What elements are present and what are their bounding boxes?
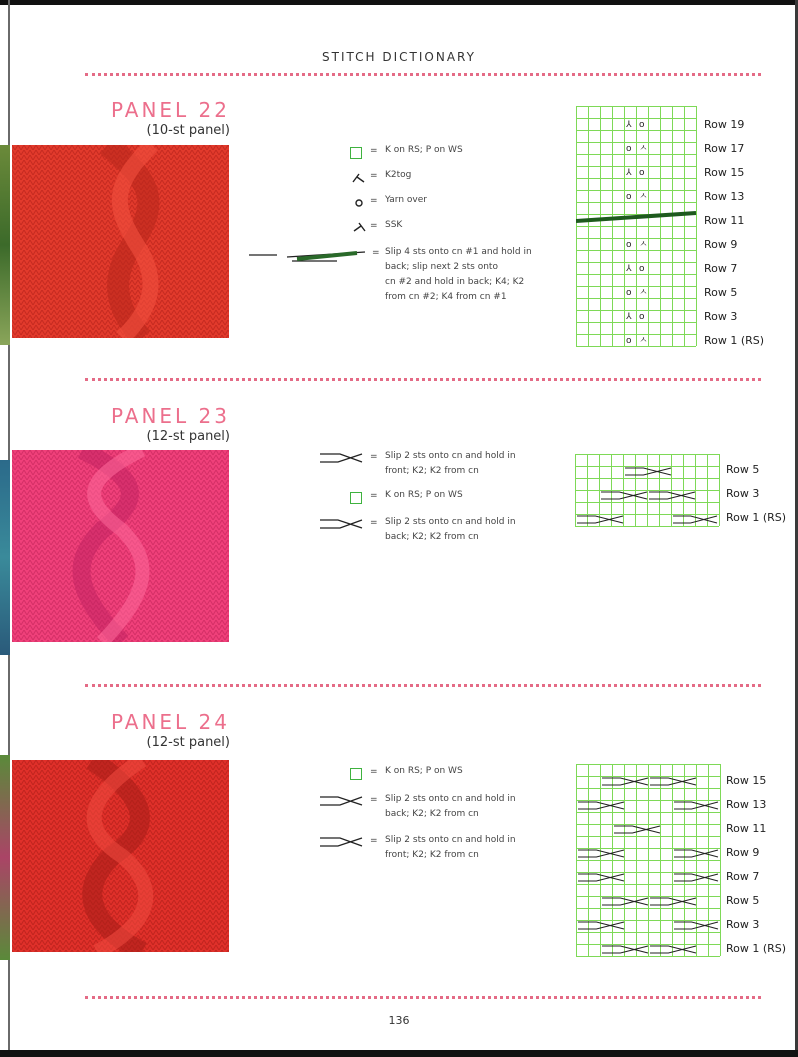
row-label: Row 1 (RS)	[726, 511, 787, 524]
page-header: STITCH DICTIONARY	[322, 50, 476, 64]
row-label: Row 13	[704, 190, 745, 203]
chart-symbol: ㅅ	[639, 192, 648, 202]
row-label: Row 17	[704, 142, 745, 155]
key-label: K2tog	[385, 170, 412, 180]
stitch-chart	[576, 764, 722, 958]
row-label: Row 9	[726, 846, 760, 859]
chart-symbol: ⅄	[626, 120, 632, 130]
key-label: Yarn over	[385, 195, 427, 205]
row-label: Row 1 (RS)	[704, 334, 765, 347]
row-label: Row 5	[726, 463, 760, 476]
green-square-icon	[350, 147, 362, 159]
key-label: K on RS; P on WS	[385, 490, 463, 500]
key-description: Slip 2 sts onto cn and hold in front; K2; K2 from cn	[385, 451, 516, 476]
chart-symbol: o	[626, 336, 632, 346]
row-label: Row 13	[726, 798, 767, 811]
cable-4-4-4-icon	[247, 249, 367, 265]
panel-subtitle: (10-st panel)	[146, 123, 230, 138]
knit-swatch-photo	[12, 760, 229, 952]
row-label: Row 11	[704, 214, 745, 227]
row-label: Row 15	[726, 774, 767, 787]
cable-2-2-back-icon	[318, 794, 364, 808]
cable-2-2-front-icon	[318, 451, 364, 465]
top-border	[0, 0, 798, 5]
knit-swatch-photo	[12, 145, 229, 338]
chart-symbol: ⅄	[626, 168, 632, 178]
adjacent-page-strip	[0, 460, 10, 655]
row-label: Row 3	[726, 918, 760, 931]
cable-2-2-front-icon	[318, 835, 364, 849]
row-label: Row 3	[704, 310, 738, 323]
key-description: Slip 2 sts onto cn and hold in front; K2; K2 from cn	[385, 835, 516, 860]
row-label: Row 15	[704, 166, 745, 179]
key-label: K on RS; P on WS	[385, 766, 463, 776]
stitch-chart	[576, 106, 698, 348]
dotted-divider	[85, 73, 761, 76]
chart-symbol: o	[639, 168, 645, 178]
key-description: Slip 2 sts onto cn and hold in back; K2; K2 from cn	[385, 794, 516, 819]
adjacent-page-strip	[0, 145, 10, 345]
chart-symbol: ㅅ	[639, 240, 648, 250]
key-label: K on RS; P on WS	[385, 145, 463, 155]
chart-symbol: ㅅ	[639, 288, 648, 298]
dotted-divider	[85, 996, 761, 999]
dotted-divider	[85, 684, 761, 687]
chart-symbol: o	[639, 312, 645, 322]
panel-subtitle: (12-st panel)	[146, 429, 230, 444]
row-label: Row 9	[704, 238, 738, 251]
stitch-chart	[575, 454, 721, 528]
row-label: Row 7	[704, 262, 738, 275]
row-label: Row 5	[704, 286, 738, 299]
key-description: Slip 2 sts onto cn and hold in back; K2; K2 from cn	[385, 517, 516, 542]
row-label: Row 19	[704, 118, 745, 131]
key-label: SSK	[385, 220, 403, 230]
k2tog-icon	[352, 172, 366, 184]
chart-symbol: o	[626, 144, 632, 154]
green-square-icon	[350, 492, 362, 504]
panel-title: PANEL 23	[110, 404, 230, 428]
green-square-icon	[350, 768, 362, 780]
chart-symbol: ⅄	[626, 264, 632, 274]
chart-symbol: ㅅ	[639, 144, 648, 154]
row-label: Row 3	[726, 487, 760, 500]
chart-symbol: o	[626, 288, 632, 298]
page-number: 136	[388, 1014, 410, 1027]
chart-symbol: o	[626, 240, 632, 250]
panel-subtitle: (12-st panel)	[146, 735, 230, 750]
yarn-over-icon	[353, 197, 365, 209]
chart-symbol: ⅄	[626, 312, 632, 322]
chart-symbol: o	[639, 264, 645, 274]
adjacent-page-strip	[0, 755, 10, 960]
row-label: Row 11	[726, 822, 767, 835]
panel-title: PANEL 22	[110, 98, 230, 122]
ssk-icon	[352, 221, 366, 233]
bottom-border	[0, 1050, 798, 1057]
key-description: Slip 4 sts onto cn #1 and hold in back; slip next 2 sts onto cn #2 and hold in back; K4; K2 from cn #2; K4 from cn #1	[385, 247, 532, 302]
chart-symbol: o	[626, 192, 632, 202]
cable-2-2-back-icon	[318, 517, 364, 531]
dotted-divider	[85, 378, 761, 381]
row-label: Row 5	[726, 894, 760, 907]
row-label: Row 1 (RS)	[726, 942, 787, 955]
panel-title: PANEL 24	[110, 710, 230, 734]
chart-symbol: o	[639, 120, 645, 130]
row-label: Row 7	[726, 870, 760, 883]
knit-swatch-photo	[12, 450, 229, 642]
chart-symbol: ㅅ	[639, 336, 648, 346]
